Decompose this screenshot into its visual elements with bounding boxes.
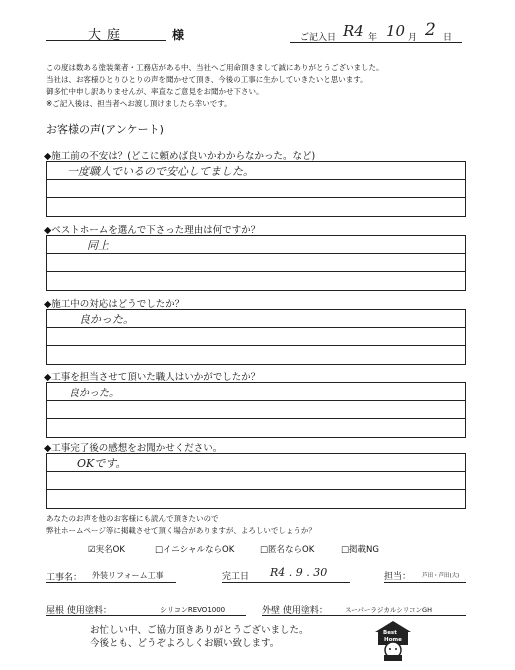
year-unit: 年 xyxy=(368,33,378,43)
answer-box-3 xyxy=(46,309,466,365)
publish-line-2: 弊社ホームページ等に掲載させて頂く場合がありますが、よろしいでしょうか？ xyxy=(46,526,316,535)
answer-box-5 xyxy=(46,453,466,509)
question-2-label: ◆ベストホームを選んで下さった理由は何ですか？ xyxy=(44,225,261,236)
publish-text xyxy=(46,513,476,537)
answer-rule xyxy=(47,253,465,254)
customer-name: 大庭 xyxy=(88,28,127,43)
publish-option-realname[interactable]: ☑実名OK xyxy=(88,545,125,555)
thanks-message xyxy=(90,624,309,650)
wall-paint-label: 外壁 使用塗料： xyxy=(262,606,328,616)
besthome-logo xyxy=(372,619,416,661)
answer-rule xyxy=(47,327,465,328)
month-unit: 月 xyxy=(408,33,418,43)
answer-rule xyxy=(47,179,465,180)
answer-rule xyxy=(47,271,465,272)
wall-paint-underline xyxy=(262,615,466,616)
answer-rule xyxy=(47,418,465,419)
publish-line-1: あなたのお声を他のお客様にも読んで頂きたいので xyxy=(46,514,219,523)
question-3-label: ◆施工中の対応はどうでしたか？ xyxy=(44,299,185,310)
thanks-line-1: お忙しい中、ご協力頂きありがとうございました。 xyxy=(90,625,309,636)
staff-value: 芦田・芦田(大) xyxy=(422,573,460,579)
intro-line: ※ご記入後は、担当者へお渡し頂けましたら幸いです。 xyxy=(46,99,232,108)
date-day: 2 xyxy=(425,20,436,40)
date-month: 10 xyxy=(386,22,406,40)
date-prefix: ご記入日 xyxy=(300,33,337,43)
publish-option-initial[interactable]: □イニシャルならOK xyxy=(155,545,235,555)
answer-1: 一度職人でいるので安心してました。 xyxy=(67,165,254,178)
thanks-line-2: 今後とも、どうぞよろしくお願い致します。 xyxy=(90,638,280,649)
checkbox-icon: □ xyxy=(341,545,350,555)
answer-box-2 xyxy=(46,235,466,291)
checkbox-icon: □ xyxy=(260,545,269,555)
roof-paint-label: 屋根 使用塗料： xyxy=(46,606,112,616)
answer-rule xyxy=(47,197,465,198)
answer-rule xyxy=(47,489,465,490)
logo-text-best: Best xyxy=(383,630,397,636)
question-5-label: ◆工事完了後の感想をお聞かせください。 xyxy=(44,443,223,454)
logo-text-home: Home xyxy=(384,637,402,643)
day-unit: 日 xyxy=(443,33,453,43)
answer-5: OKです。 xyxy=(77,457,127,470)
work-name-label: 工事名： xyxy=(46,573,83,583)
answer-4: 良かった。 xyxy=(69,388,119,399)
question-4-label: ◆工事を担当させて頂いた職人はいかがでしたか？ xyxy=(44,372,261,383)
answer-rule xyxy=(47,345,465,346)
answer-box-1 xyxy=(46,161,466,217)
answer-box-4 xyxy=(46,382,466,438)
work-name-value: 外装リフォーム工事 xyxy=(92,571,164,580)
answer-rule xyxy=(47,400,465,401)
completion-value: R4 . 9 . 30 xyxy=(270,566,328,579)
publish-option-anonymous[interactable]: □匿名ならOK xyxy=(260,545,315,555)
roof-paint-value: シリコンREVO1000 xyxy=(160,606,226,614)
roof-paint-underline xyxy=(46,615,246,616)
publish-option-ng[interactable]: □掲載NG xyxy=(341,545,379,555)
staff-underline xyxy=(384,582,466,583)
answer-2: 同上 xyxy=(87,239,109,252)
intro-line: 御多忙中申し訳ありませんが、率直なご意見をお聞かせ下さい。 xyxy=(46,87,264,96)
checkbox-icon: □ xyxy=(155,545,164,555)
section-title: お客様の声(アンケート) xyxy=(46,123,164,136)
intro-line: この度は数ある塗装業者・工務店がある中、当社へご用命頂きまして誠にありがとうございました。 xyxy=(46,63,384,72)
wall-paint-value: スーパーラジカルシリコンGH xyxy=(345,606,432,614)
staff-label: 担当： xyxy=(384,572,412,582)
completion-underline xyxy=(222,582,350,583)
honorific: 様 xyxy=(172,28,185,42)
intro-text xyxy=(46,62,476,110)
checked-box-icon: ☑ xyxy=(88,545,96,555)
intro-line: 当社は、お客様ひとりひとりの声を聞かせて頂き、今後の工事に生かしていきたいと思います。 xyxy=(46,75,368,84)
question-1-label: ◆施工前の不安は？(どこに頼めば良いかわからなかった。など) xyxy=(44,151,316,162)
completion-label: 完工日 xyxy=(222,572,250,582)
date-year: R4 xyxy=(343,22,364,40)
work-name-underline xyxy=(46,582,176,583)
answer-3: 良かった。 xyxy=(79,313,134,326)
answer-rule xyxy=(47,471,465,472)
